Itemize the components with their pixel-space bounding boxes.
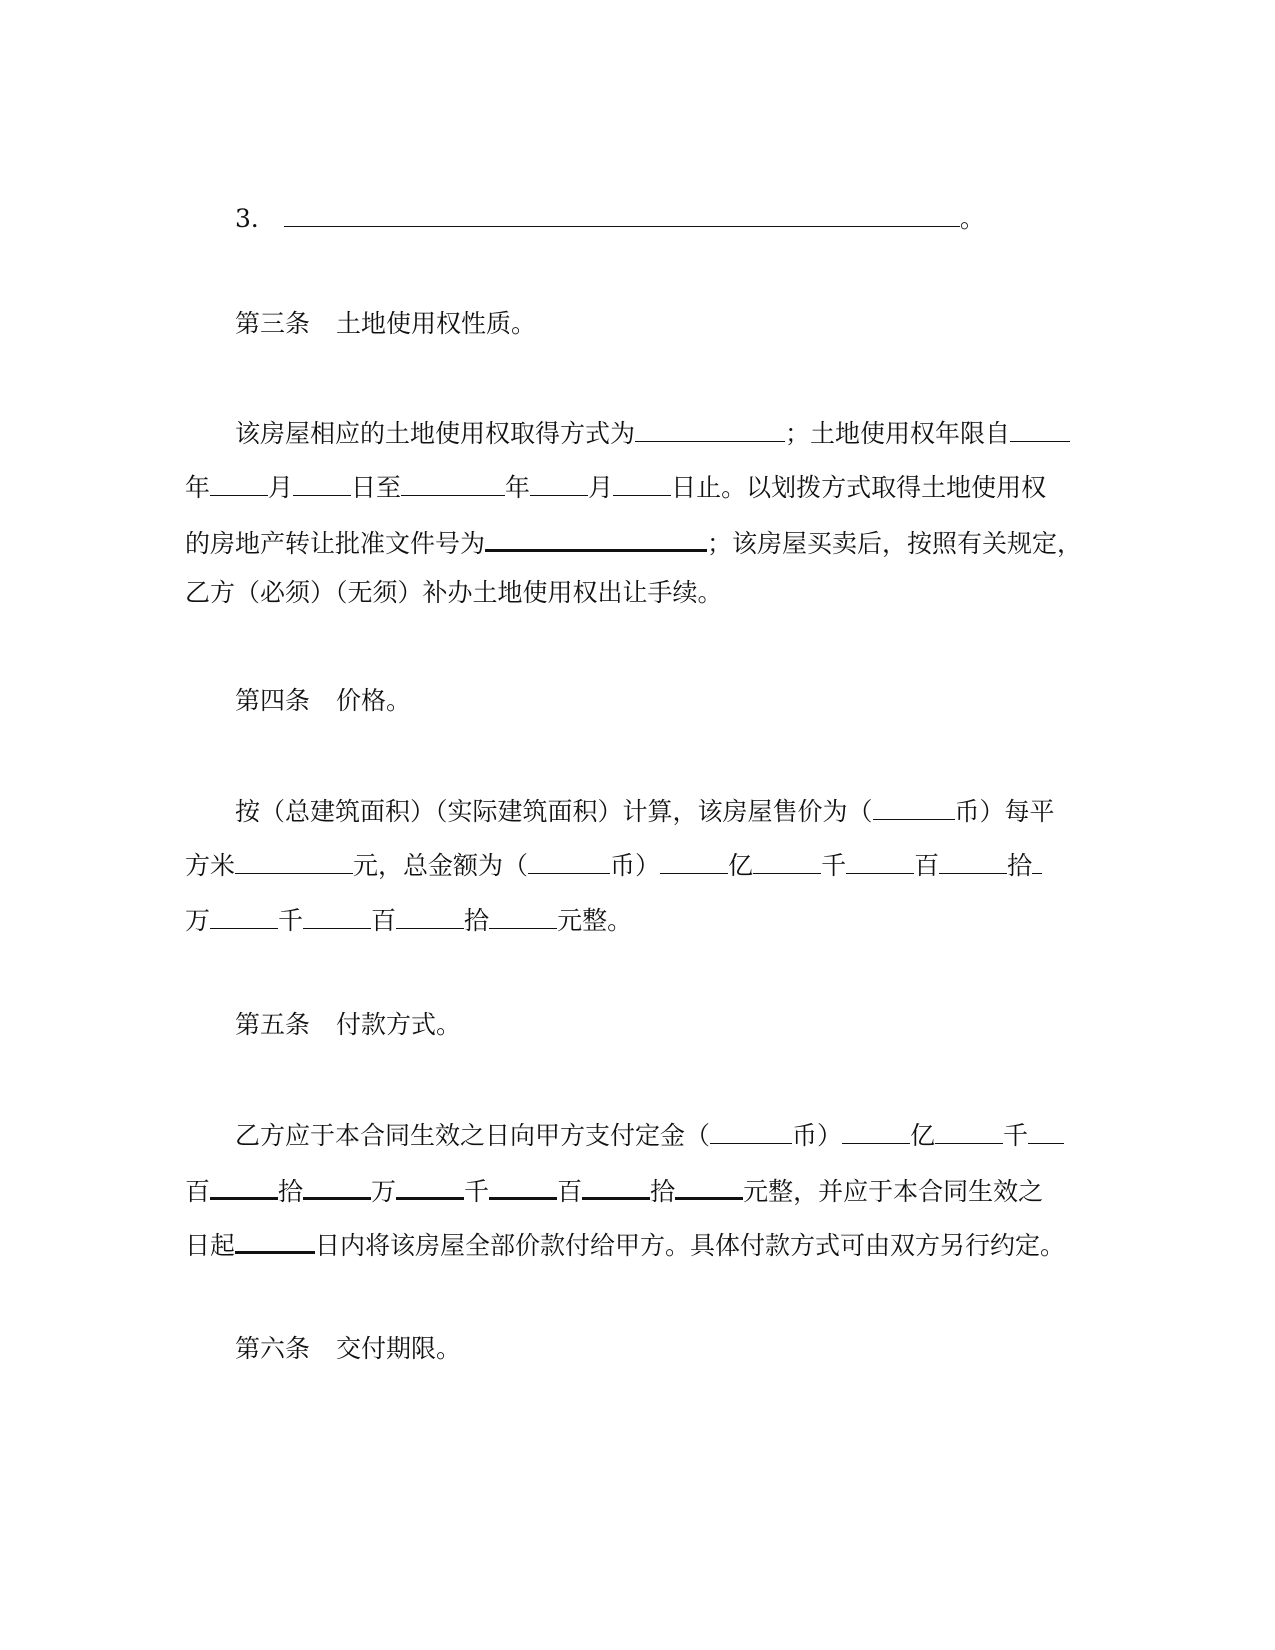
- blank-field[interactable]: [396, 900, 464, 929]
- article-title: 土地使用权性质。: [336, 309, 537, 338]
- text-segment: 百: [185, 1177, 211, 1206]
- paragraph-line: [185, 1223, 1085, 1259]
- text-segment: 千: [1003, 1121, 1029, 1150]
- text-segment: 币）: [792, 1121, 843, 1150]
- blank-field[interactable]: [396, 1169, 464, 1200]
- blank-field[interactable]: [710, 1115, 792, 1144]
- text-segment: 币）每平: [954, 797, 1055, 826]
- text-segment: 月: [268, 473, 294, 502]
- blank-field[interactable]: [635, 413, 785, 442]
- text-segment: 币）: [610, 851, 661, 880]
- blank-field[interactable]: [613, 467, 671, 496]
- blank-field[interactable]: [660, 845, 728, 874]
- text-segment: 月: [588, 473, 614, 502]
- text-segment: 拾: [278, 1177, 304, 1206]
- article-6-heading: [235, 1331, 1135, 1367]
- paragraph-line: [185, 1169, 1085, 1205]
- blank-field[interactable]: [753, 845, 821, 874]
- text-segment: 乙方应于本合同生效之日向甲方支付定金（: [235, 1121, 711, 1150]
- text-segment: 拾: [1007, 851, 1033, 880]
- text-segment: 元，总金额为（: [353, 851, 529, 880]
- text-segment: 日起: [185, 1231, 236, 1260]
- text-segment: 元整，并应于本合同生效之: [743, 1177, 1044, 1206]
- blank-field[interactable]: [284, 198, 960, 227]
- text-segment: 百: [557, 1177, 583, 1206]
- item-number: 3．: [235, 204, 276, 233]
- article-4-heading: [235, 683, 1135, 719]
- blank-field[interactable]: [846, 845, 914, 874]
- blank-field[interactable]: [935, 1115, 1003, 1144]
- blank-field[interactable]: [210, 1169, 278, 1200]
- article-number: 第五条: [235, 1010, 311, 1039]
- text-segment: 按（总建筑面积）（实际建筑面积）计算，该房屋售价为（: [235, 797, 873, 826]
- blank-field[interactable]: [1032, 845, 1042, 874]
- paragraph-line: [185, 467, 1085, 503]
- text-segment: 亿: [728, 851, 754, 880]
- text-segment: 万: [185, 906, 211, 935]
- blank-field[interactable]: [1028, 1115, 1064, 1144]
- blank-field[interactable]: [939, 845, 1007, 874]
- text-segment: 百: [371, 906, 397, 935]
- article-title: 价格。: [336, 686, 412, 715]
- paragraph-line: [235, 1115, 1135, 1151]
- text-segment: 元整。: [557, 906, 633, 935]
- article-title: 交付期限。: [336, 1334, 462, 1363]
- item-3-line: [235, 198, 1135, 234]
- paragraph-line: [235, 791, 1135, 827]
- item-end: 。: [959, 204, 985, 233]
- blank-field[interactable]: [675, 1169, 743, 1200]
- article-title: 付款方式。: [336, 1010, 462, 1039]
- paragraph-line: [185, 845, 1085, 881]
- blank-field[interactable]: [401, 467, 505, 496]
- text-segment: 乙方（必须）（无须）补办土地使用权出让手续。: [185, 578, 723, 607]
- text-segment: 百: [914, 851, 940, 880]
- blank-field[interactable]: [235, 1223, 315, 1254]
- blank-field[interactable]: [873, 791, 955, 820]
- text-segment: 千: [821, 851, 847, 880]
- text-segment: 千: [278, 906, 304, 935]
- text-segment: 年: [185, 473, 211, 502]
- blank-field[interactable]: [210, 900, 278, 929]
- blank-field[interactable]: [485, 521, 707, 552]
- text-segment: 拾: [650, 1177, 676, 1206]
- text-segment: 该房屋相应的土地使用权取得方式为: [235, 419, 636, 448]
- blank-field[interactable]: [582, 1169, 650, 1200]
- article-number: 第六条: [235, 1334, 311, 1363]
- blank-field[interactable]: [489, 900, 557, 929]
- blank-field[interactable]: [489, 1169, 557, 1200]
- blank-field[interactable]: [210, 467, 268, 496]
- blank-field[interactable]: [530, 467, 588, 496]
- text-segment: 日内将该房屋全部价款付给甲方。具体付款方式可由双方另行约定。: [315, 1231, 1066, 1260]
- article-5-heading: [235, 1007, 1135, 1043]
- blank-field[interactable]: [1010, 413, 1070, 442]
- text-segment: 亿: [910, 1121, 936, 1150]
- text-segment: ；该房屋买卖后，按照有关规定，: [707, 529, 1083, 558]
- text-segment: 方米: [185, 851, 236, 880]
- text-segment: 的房地产转让批准文件号为: [185, 529, 486, 558]
- text-segment: 拾: [464, 906, 490, 935]
- paragraph-line: [185, 900, 1085, 936]
- blank-field[interactable]: [303, 1169, 371, 1200]
- blank-field[interactable]: [235, 845, 353, 874]
- article-number: 第三条: [235, 309, 311, 338]
- blank-field[interactable]: [528, 845, 610, 874]
- article-3-heading: [235, 306, 1135, 342]
- blank-field[interactable]: [842, 1115, 910, 1144]
- text-segment: 万: [371, 1177, 397, 1206]
- article-number: 第四条: [235, 686, 311, 715]
- text-segment: 千: [464, 1177, 490, 1206]
- text-segment: ；土地使用权年限自: [785, 419, 1011, 448]
- paragraph-line: [185, 521, 1085, 557]
- text-segment: 日止。以划拨方式取得土地使用权: [671, 473, 1047, 502]
- blank-field[interactable]: [303, 900, 371, 929]
- text-segment: 年: [505, 473, 531, 502]
- text-segment: 日至: [351, 473, 402, 502]
- paragraph-line: [235, 413, 1135, 449]
- paragraph-line: [185, 575, 1085, 611]
- blank-field[interactable]: [293, 467, 351, 496]
